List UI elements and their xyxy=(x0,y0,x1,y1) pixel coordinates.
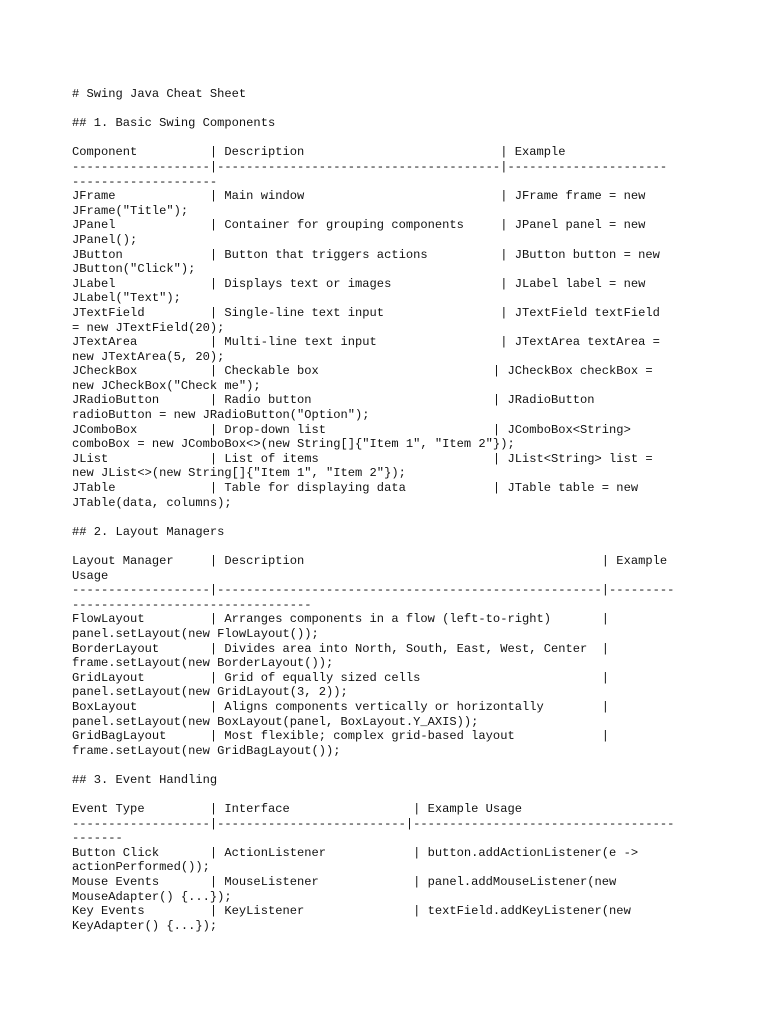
spacer xyxy=(72,539,712,554)
table-row: JComboBox | Drop-down list | JComboBox<String> xyxy=(72,422,631,437)
table-header-row-wrap: Usage xyxy=(72,568,109,583)
table-header-row: Event Type | Interface | Example Usage xyxy=(72,802,522,817)
table-row: JList | List of items | JList<String> list = xyxy=(72,451,653,466)
section-heading: ## 3. Event Handling xyxy=(72,772,218,787)
table-separator-wrap: --------------------------------- xyxy=(72,597,312,612)
table-row-wrap: actionPerformed()); xyxy=(72,860,210,875)
spacer xyxy=(72,758,712,773)
table-separator-wrap: ------- xyxy=(72,831,123,846)
table-separator-wrap: -------------------- xyxy=(72,174,218,189)
section-heading: ## 1. Basic Swing Components xyxy=(72,116,276,131)
table-header-row: Layout Manager | Description | Example xyxy=(72,554,668,568)
section-heading: ## 2. Layout Managers xyxy=(72,524,225,539)
table-row: JRadioButton | Radio button | JRadioButton xyxy=(72,393,595,408)
table-row-wrap: panel.setLayout(new FlowLayout()); xyxy=(72,626,319,641)
spacer xyxy=(72,102,712,117)
table-row-wrap: panel.setLayout(new GridLayout(3, 2)); xyxy=(72,685,348,700)
document-page xyxy=(72,87,712,933)
table-row-wrap: MouseAdapter() {...}); xyxy=(72,889,232,904)
table-row: Button Click | ActionListener | button.addActionListener(e -> xyxy=(72,845,639,860)
table-row-wrap: new JCheckBox("Check me"); xyxy=(72,378,261,393)
table-separator: -------------------|--------------------------|------------------------------------ xyxy=(72,816,675,831)
section-layout-managers xyxy=(72,525,712,759)
section-event-handling xyxy=(72,773,712,934)
spacer xyxy=(72,510,712,525)
table-row-wrap: JTable(data, columns); xyxy=(72,495,232,510)
spacer xyxy=(72,788,712,803)
table-separator: -------------------|-----------------------------------------------------|--------- xyxy=(72,583,675,598)
table-row-wrap: frame.setLayout(new BorderLayout()); xyxy=(72,656,334,671)
table-row: JTextField | Single-line text input | JTextField textField xyxy=(72,305,660,320)
table-row: JButton | Button that triggers actions | JButton button = new xyxy=(72,247,660,262)
table-header-row: Component | Description | Example xyxy=(72,145,566,160)
table-row-wrap: JButton("Click"); xyxy=(72,262,196,277)
table-separator: -------------------|---------------------------------------|---------------------- xyxy=(72,159,668,174)
table-row: GridLayout | Grid of equally sized cells | xyxy=(72,670,610,685)
spacer xyxy=(72,131,712,146)
table-row: FlowLayout | Arranges components in a flow (left-to-right) | xyxy=(72,612,610,627)
table-row-wrap: = new JTextField(20); xyxy=(72,320,225,335)
table-row: JPanel | Container for grouping components | JPanel panel = new xyxy=(72,218,646,233)
table-row-wrap: KeyAdapter() {...}); xyxy=(72,918,218,933)
table-row: GridBagLayout | Most flexible; complex grid-based layout | xyxy=(72,729,610,744)
table-row: BoxLayout | Aligns components vertically or horizontally | xyxy=(72,699,610,714)
table-row-wrap: new JTextArea(5, 20); xyxy=(72,349,225,364)
table-row-wrap: JLabel("Text"); xyxy=(72,291,181,306)
document-title: # Swing Java Cheat Sheet xyxy=(72,87,247,101)
table-row: JTextArea | Multi-line text input | JTextArea textArea = xyxy=(72,335,660,350)
table-row: JLabel | Displays text or images | JLabel label = new xyxy=(72,276,646,291)
table-row: Mouse Events | MouseListener | panel.addMouseListener(new xyxy=(72,875,617,890)
table-row-wrap: frame.setLayout(new GridBagLayout()); xyxy=(72,743,341,758)
table-row: JCheckBox | Checkable box | JCheckBox checkBox = xyxy=(72,364,653,379)
section-basic-components xyxy=(72,116,712,510)
table-row: JFrame | Main window | JFrame frame = new xyxy=(72,189,646,204)
table-row: BorderLayout | Divides area into North, South, East, West, Center | xyxy=(72,641,610,656)
table-row-wrap: comboBox = new JComboBox<>(new String[]{"Item 1", "Item 2"}); xyxy=(72,437,515,452)
table-row-wrap: new JList<>(new String[]{"Item 1", "Item 2"}); xyxy=(72,466,406,481)
table-row: JTable | Table for displaying data | JTable table = new xyxy=(72,481,639,496)
table-row-wrap: JPanel(); xyxy=(72,232,138,247)
table-row-wrap: JFrame("Title"); xyxy=(72,203,189,218)
table-row: Key Events | KeyListener | textField.addKeyListener(new xyxy=(72,904,631,919)
table-row-wrap: panel.setLayout(new BoxLayout(panel, BoxLayout.Y_AXIS)); xyxy=(72,714,479,729)
table-row-wrap: radioButton = new JRadioButton("Option"); xyxy=(72,408,370,423)
